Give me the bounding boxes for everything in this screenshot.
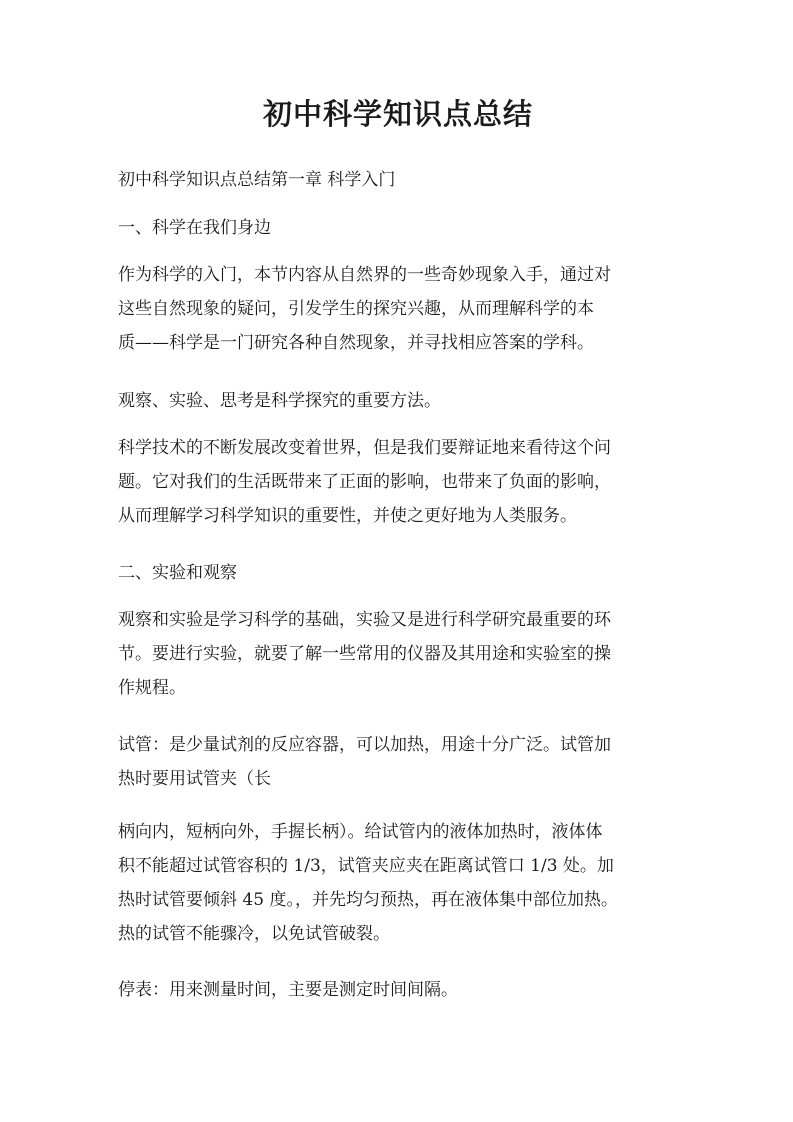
text-line: 试管：是少量试剂的反应容器，可以加热，用途十分广泛。试管加 xyxy=(118,735,611,755)
text-line: 从而理解学习科学知识的重要性，并使之更好地为人类服务。 xyxy=(118,506,577,526)
text-line: 观察和实验是学习科学的基础，实验又是进行科学研究最重要的环 xyxy=(118,610,611,630)
paragraph-methods xyxy=(118,384,678,418)
section-heading-2 xyxy=(118,556,678,590)
paragraph-experiment xyxy=(118,603,678,705)
text-line: 作为科学的入门，本节内容从自然界的一些奇妙现象入手，通过对 xyxy=(118,265,611,285)
text-line: 二、实验和观察 xyxy=(118,563,237,583)
text-line: 观察、实验、思考是科学探究的重要方法。 xyxy=(118,391,441,411)
text-line: 一、科学在我们身边 xyxy=(118,218,271,238)
text-line: 质——科学是一门研究各种自然现象，并寻找相应答案的学科。 xyxy=(118,333,594,353)
text-line: 热的试管不能骤冷，以免试管破裂。 xyxy=(118,924,390,944)
text-line: 停表：用来测量时间，主要是测定时间间隔。 xyxy=(118,980,458,1000)
text-line: 积不能超过试管容积的 1/3，试管夹应夹在距离试管口 1/3 处。加 xyxy=(118,856,614,876)
text-line: 热时要用试管夹（长 xyxy=(118,769,271,789)
text-line: 题。它对我们的生活既带来了正面的影响，也带来了负面的影响， xyxy=(118,472,611,492)
text-line: 这些自然现象的疑问，引发学生的探究兴趣，从而理解科学的本 xyxy=(118,299,594,319)
text-line: 柄向内，短柄向外，手握长柄）。给试管内的液体加热时，液体体 xyxy=(118,822,603,842)
text-line: 热时试管要倾斜 45 度。，并先均匀预热，再在液体集中部位加热。 xyxy=(118,890,618,910)
paragraph-test-tube xyxy=(118,728,678,796)
paragraph-intro xyxy=(118,258,678,360)
paragraph-technology xyxy=(118,431,678,533)
text-line: 初中科学知识点总结第一章 科学入门 xyxy=(118,170,396,190)
text-line: 科学技术的不断发展改变着世界，但是我们要辩证地来看待这个问 xyxy=(118,438,611,458)
section-heading-1 xyxy=(118,211,678,245)
text-line: 节。要进行实验，就要了解一些常用的仪器及其用途和实验室的操 xyxy=(118,644,611,664)
chapter-heading xyxy=(118,163,678,197)
paragraph-stopwatch xyxy=(118,973,678,1007)
paragraph-test-tube-heating xyxy=(118,815,678,951)
document-title: 初中科学知识点总结 xyxy=(262,97,533,131)
text-line: 作规程。 xyxy=(118,678,186,698)
